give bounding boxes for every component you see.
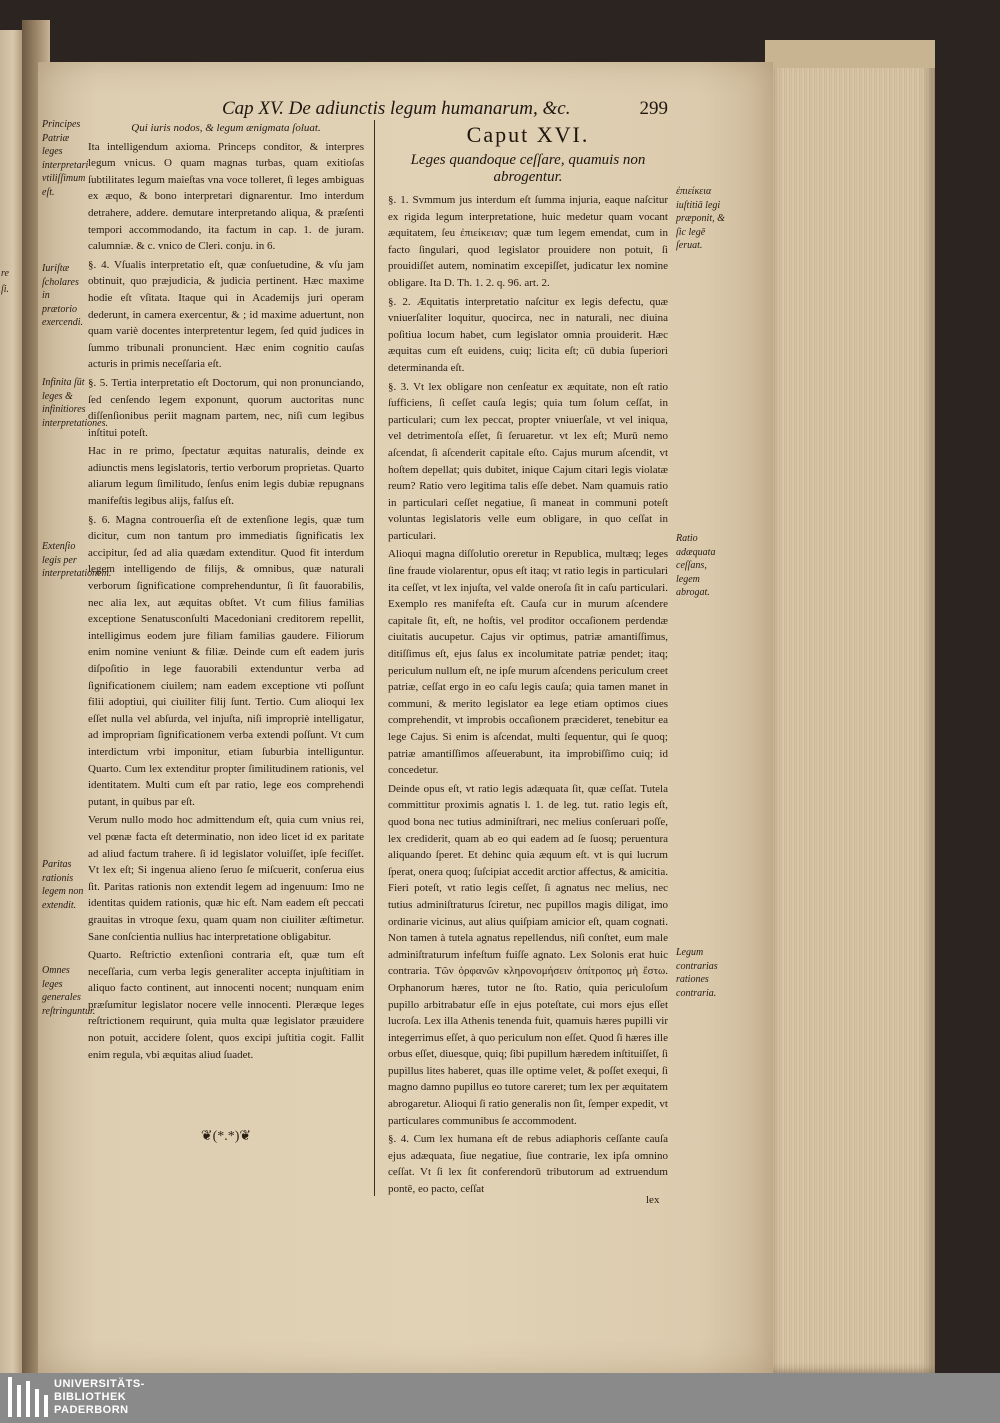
paragraph: §. 2. Æquitatis interpretatio naſcitur ex legis defectu, quæ vniuerſaliter loquitur, quocirca, nec in naturali, nec diuina poſitiua locum habet, cum legislator omnia prouiderit. Hæc æquitas cum eſt euidens, cuiq; licita eſt; cū dubia ſuperiori determinanda eſt. [388, 295, 668, 374]
margin-note: Legum contrarias rationes contraria. [676, 947, 718, 999]
facing-page-fragment: re [1, 268, 9, 279]
paragraph: Alioqui magna diſſolutio oreretur in Republica, multæq; leges ſine fraude violarentur, opus eſt itaq; vt ratio legis in particulari ita ceſſet, vt lex injuſta, vel valde oneroſa ſit in caſu particulari. Exemplo res manifeſta eſt. Cauſa cur in murum aſcendere capitale ſit, eſt, ne hoſtis, vel proditor occaſionem perdendæ ciuitatis aucupetur. Cajus vir optimus, patriæ amantiſſimus, ditiſſimus eſt, ejus ſalus ex incolumitate patriæ pendet; itaq; periculum nullum eſt, ne ipſe murum aſcendens periculum creet patriæ, ceſſat ergo in eo caſu legis cauſa; quia tamen manet in communi, & merito legislator ea lege etiam optimos ciues comprehendit, vt improbis occaſionem præcideret, tenebitur ea lege Cajus. Si enim is aſcendat, multi ſequentur, qui ſe quoq; patriæ amantiſſimos aſſeuerabunt, ita improbiſſimo cuiq; id concedetur. [388, 548, 668, 777]
paragraph: §. 4. Vſualis interpretatio eſt, quæ conſuetudine, & vſu jam obtinuit, quo præjudicia, & judicia pertinent. Hæc maxime hodie eſt vſitata. Itaque qui in Academijs juri operam dederunt, in camera exercentur, & ; id maxime aduertunt, non quam variè docentes interpretentur legem, ſed quid judices in ſummo tribunali pronuncient. Hæc enim cognitio cauſas acturis in primis neceſſaria eſt. [88, 258, 364, 371]
margin-note: ἐπιείκεια iuſtitiā legi præponit, & ſic legē ſeruat. [676, 186, 725, 251]
paragraph: Quarto. Reſtrictio extenſioni contraria eſt, quæ tum eſt neceſſaria, cum verba legis generaliter accepta injuſtitiam in aliquo facto continent, aut innocenti nocent; nunquam enim præſumitur legislator nocere velle innocenti. Pleræque leges reſtrictionem requirunt, quia multa quæ legislator præuidere non potuit, accidere ſolent, quos excipi juſtitia cogit. Fallit enim regula, vbi æquitas aliud ſuadet. [88, 949, 364, 1061]
margin-note: Infinita ſūt leges & infinitiores interpretationes. [42, 377, 109, 429]
catchword: lex [646, 1194, 660, 1206]
tailpiece-ornament: ❦(*.*)❦ [200, 1129, 252, 1144]
page-block-edges [765, 40, 935, 1373]
margin-note: Ratio adæquata ceſſans, legem abrogat. [676, 533, 716, 598]
paragraph: §. 3. Vt lex obligare non cenſeatur ex æquitate, non eſt ratio ſufficiens, ſi ceſſet cauſa legis; quia tum ſolum ceſſat, in particulari; cum lex peccat, propter vniuerſale, vt vel iniqua, vel detrimentoſa eſſet, ſi ſeruaretur. vt lex eſt; Murū nemo aſcendat, ſi aſcenderit capitale eſto. Cajus murum aſcendit, vt hoſtem depellat; quis dubitet, inique Cajum citari legis violatæ reum? Ratio vero legitima talis eſſe debet. Nam quamuis ratio in particulari ceſſet negatiue, ſi maneat in communi poteſt voluntas legislatoris velle eum obligare, in quo ceſſat in particulari. [388, 380, 668, 542]
running-title: Cap XV. De adiunctis legum humanarum, &c. [222, 98, 571, 119]
margin-note: Iuriſtæ ſcholares in prætorio exercendi. [42, 263, 83, 328]
margin-note: Principes Patriæ leges interpretari vtiliſſimum eſt. [42, 119, 89, 198]
library-footer [0, 1373, 1000, 1423]
paragraph: Deinde opus eſt, vt ratio legis adæquata ſit, quæ ceſſat. Tutela committitur proximis agnatis l. 1. de leg. tut. ratio legis eſt, quod bona nec tutius adminiſtrari, nec melius conſeruari poſſe, lex crediderit, quam ab eo qui eadem ad ſe ſuosq; peruentura aliquando ſperet. Et dehinc quia æquum eſt. vt is qui lucrum ſperat, onera quoq; ſuſcipiat accedit arctior affectus, & amicitia. Fieri poteſt, vt ratio legis ceſſet, ſi agnatus nec melius, nec tutius adminiſtraturus ſciretur, nec pupillos magis diligat, imo ordinarie vicinus, aut alius quiſpiam amicior eſt, quam cognati. Non tamen à tutela agnatus repellendus, niſi conſtet, eum male adminiſtraturum infeſtum fuiſſe agnato. Lex Solonis erat huic contraria. Τῶν ὀρφανῶν κληρονομήσειν ὁπίτροπος μὴ ἔστω. Orphanorum hæres, tutor ne ſto. Ratio, quia periculoſum pupillo arbitrabatur eſſe in ejus poteſtate, cui mors ejus eſſet lucroſa. Lex illa Athenis tenenda fuit, quamuis hæres pupilli vir integerrimus eſſet, à quo periculum non eſſet. Quod ſi hæres ille orbus eſſet, diuesque, quiq; ſibi pupillum hæredem inſtituiſſet, ſi pupillus lites haberet, quas ille optime velet, & poſſet exequi, ſi magno damno pupillus eo tutore careret; tum lex per æquitatem abrogaretur. Alioqui ſi ratio generalis non ſit, ſemper expedit, vt particulares communibus ſe accommodent. [388, 782, 668, 1127]
library-logo-icon [8, 1377, 48, 1417]
paragraph: Verum nullo modo hoc admittendum eſt, quia cum vnius rei, vel pœnæ facta eſt determinatio, non ideo licet id ex paritate ad aliud factum trahere. ſi id legislator voluiſſet, ipſe feciſſet. Vt lex eſt; Si ingenua alieno ſeruo ſe miſcuerit, conſerua eius ſit. Paritas rationis non extendit legem ad ingenuum: Imo ne identitas quidem rationis, quæ hic eſt. Nam eadem eſt peccati grauitas in vtroque ſexu, quam quam non ciuiliter æſtimetur. Sane conſcientia nullius hac interpretatione obligabitur. [88, 814, 364, 943]
right-text-column [388, 120, 668, 1200]
paragraph: §. 6. Magna controuerſia eſt de extenſione legis, quæ tum dicitur, cum non tantum pro immediatis ſignificatis lex accipitur, ſed ad alia quædam extenditur. Quod fit interdum legem intelligendo de filijs, & omnibus, quæ naturali verborum ſignificatione comprehenduntur, ſi ſit fauorabilis, nec alia lex, aut æquitas obſtet. Vt cum filius familias exceptione Senatusconſulti Macedoniani creditorem repellit, intelligimus eodem jure filiam familias gaudere. Filiorum enim nomine veniunt & filiæ. Deinde cum eſt eadem juris diſpoſitio in lege fauorabili extenduntur verba ad ſignificationem ciuilem; nam eadem exceptione vti poſſunt filii adoptiui, qui ciuiliter filij ſunt. Tertio. Cum alioqui lex eſſet nulla vel abſurda, vel injuſta, niſi impropriè intelligatur, ad impropriam ſignificationem verba extendi poſſunt. Vt cum interdictum vrbi imponitur, etiam ſuburbia intelliguntur. Quarto. Cum lex extenditur propter ſimilitudinem rationis, vel identitatem. Multi cum eſt par ratio, lege eos comprehendi putant, in quibus par eſt. [88, 513, 364, 808]
chapter-heading: Caput XVI. [466, 122, 590, 147]
paragraph: §. 4. Cum lex humana eſt de rebus adiaphoris ceſſante cauſa ejus adæquata, ſiue negatiue, ſiue contrarie, lex ipſa omnino ceſſat. Vt ſi lex ſit conferendorū tributorum ad extruendum pontē, eo pacto, ceſſat [388, 1133, 668, 1196]
margin-note: Paritas rationis legem non extendit. [42, 859, 84, 911]
margin-note: Omnes leges generales reſtringuntur. [42, 965, 96, 1017]
library-name: UNIVERSITÄTS- BIBLIOTHEK PADERBORN [54, 1378, 145, 1416]
left-text-column [88, 120, 364, 1065]
facing-page-edge [0, 30, 22, 1373]
paragraph: Ita intelligendum axioma. Princeps conditor, & interpres legum vnicus. O quam magnas turbas, quam exitioſas ſubtilitates legum maieſtas vna voce tolleret, ſi leges ambiguas ex æquo, & bono interpretari dignarentur. Imo interdum detrahere, addere. demutare interpretando aliqua, & præſenti tempori accommodando, ita factum in cap. 1. de juram. calumniæ. & c. vnico de Cleri. conju. in 6. [88, 140, 364, 253]
column-divider [374, 120, 375, 1196]
facing-page-fragment: ſi. [1, 284, 10, 295]
margin-note: Extenſio legis per interpretationem. [42, 541, 112, 579]
paragraph: §. 5. Tertia interpretatio eſt Doctorum, qui non pronunciando, ſed cenſendo legem exponunt, quorum auctoritas nunc diſſenſionibus periit magnam partem, nec, niſi cum legibus inſtitui poteſt. [88, 376, 364, 439]
paragraph: §. 1. Svmmum jus interdum eſt ſumma injuria, eaque naſcitur ex rigida legum interpretatione, huic medetur quam vocant æquitatem, ſeu ἐπιείκειαν; quæ tum legem emendat, cum in facto ſingulari, quod legislator prouidere non potuit, ſi prouidiſſet autem, nominatim excepiſſet, judicatur lex nomine obligare. Ita D. Th. 1. 2. q. 96. art. 2. [388, 194, 668, 289]
page-number: 299 [639, 98, 668, 119]
paragraph: Hac in re primo, ſpectatur æquitas naturalis, deinde ex adiunctis mens legislatoris, tertio verborum proprietas. Quarto aliarum legum ſimilitudo, ſenſus enim legis dubiæ repugnans manifeſtis legibus alijs, falſus eſt. [88, 445, 364, 508]
page-block-top [765, 40, 935, 68]
chapter-title: Leges quandoque ceſſare, quamuis non abrogentur. [410, 152, 646, 185]
paragraph: Qui iuris nodos, & legum ænigmata ſoluat. [131, 122, 321, 134]
